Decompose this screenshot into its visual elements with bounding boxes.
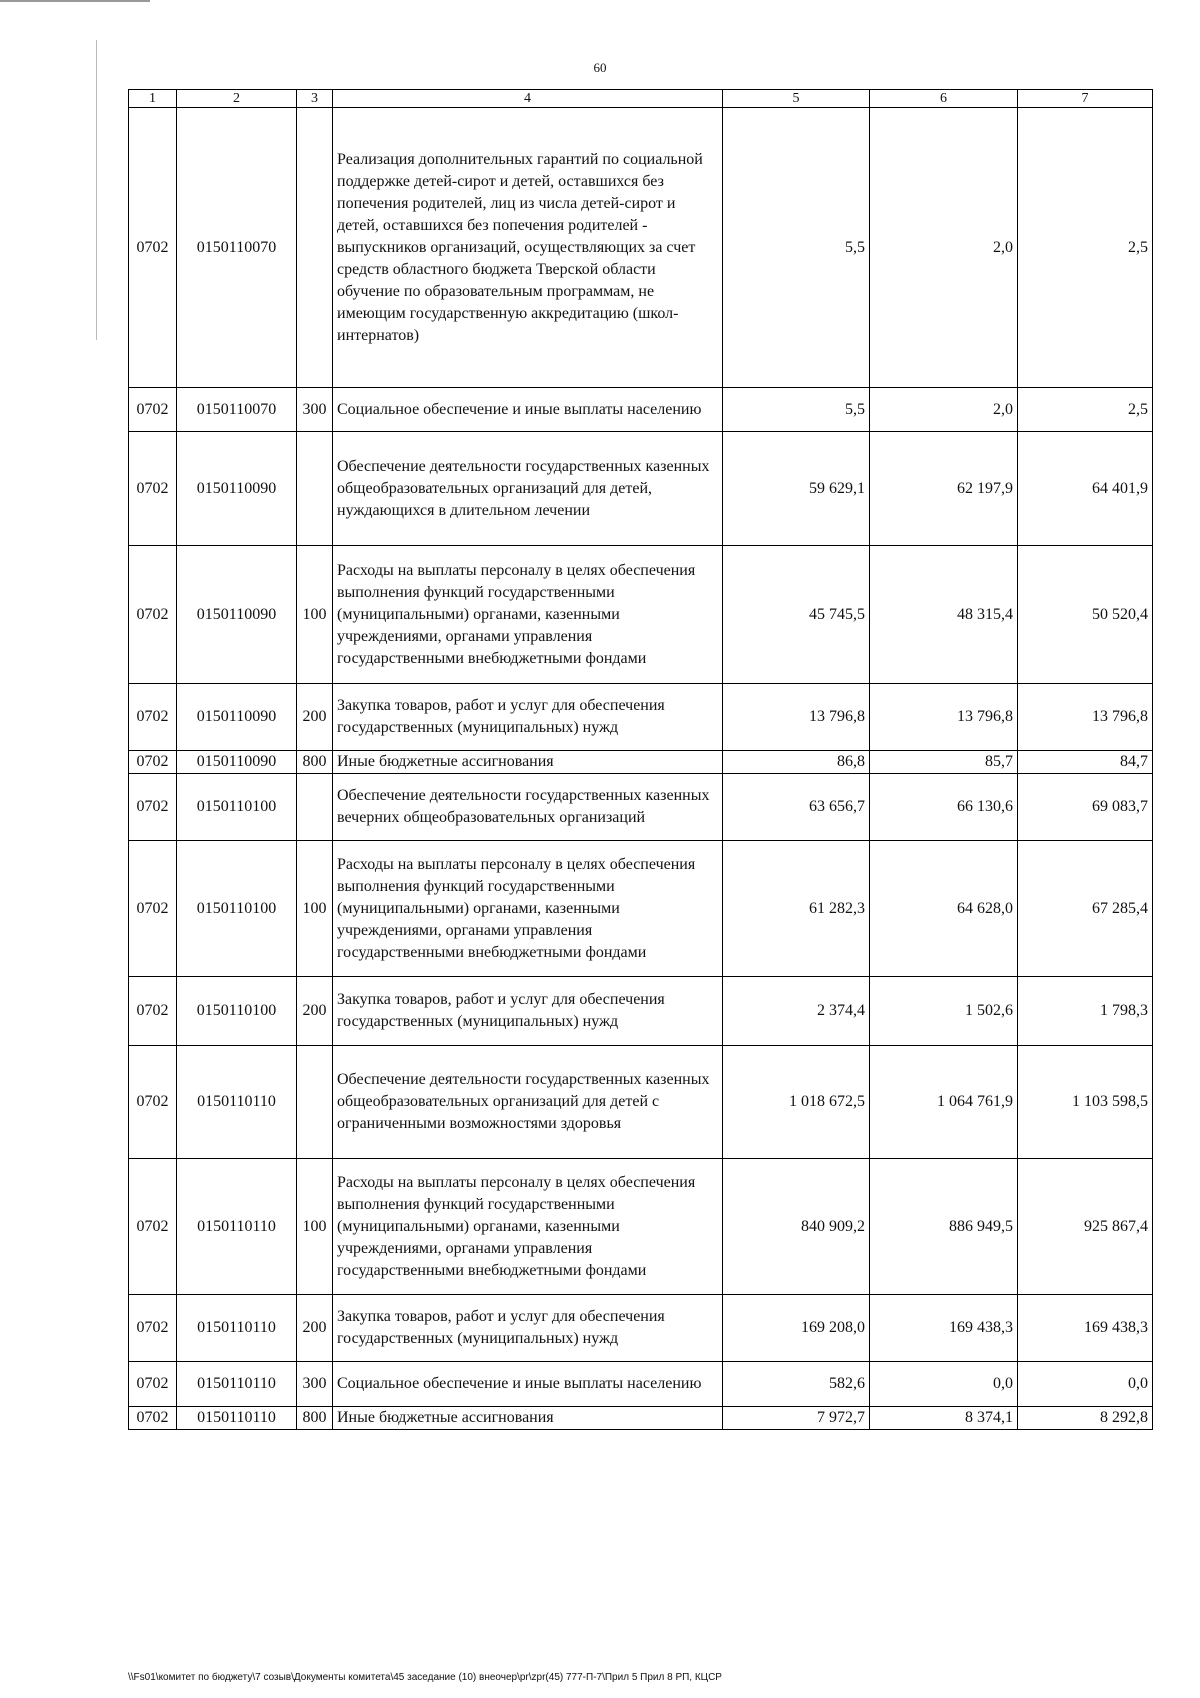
year2-amount-cell: 0,0	[870, 1362, 1018, 1407]
item-name-cell: Расходы на выплаты персоналу в целях обеспечения выполнения функций государственными (муниципальными) органами, казенными учреждениями, органами управления государственными внебюджетными фондами	[333, 841, 723, 977]
target-article-cell: 0150110110	[177, 1362, 297, 1407]
year1-amount-cell: 7 972,7	[723, 1407, 870, 1430]
item-name-cell: Расходы на выплаты персоналу в целях обеспечения выполнения функций государственными (муниципальными) органами, казенными учреждениями, органами управления государственными внебюджетными фондами	[333, 1159, 723, 1295]
section-cell: 0702	[129, 1407, 177, 1430]
year2-amount-cell: 85,7	[870, 751, 1018, 774]
target-article-cell: 0150110070	[177, 388, 297, 432]
table-row	[129, 1159, 1153, 1295]
footer-file-path: \\Fs01\комитет по бюджету\7 созыв\Документы комитета\45 заседание (10) внеочер\pr\zpr(45) 777-П-7\Прил 5 Прил 8 РП, КЦСР	[128, 1672, 722, 1683]
section-cell: 0702	[129, 684, 177, 751]
section-cell: 0702	[129, 977, 177, 1046]
year3-amount-cell: 64 401,9	[1018, 432, 1153, 546]
expense-type-cell	[297, 1046, 333, 1159]
scan-artifact-line	[0, 0, 150, 2]
expense-type-cell	[297, 108, 333, 388]
expense-type-cell: 200	[297, 1295, 333, 1362]
table-row	[129, 751, 1153, 774]
year2-amount-cell: 66 130,6	[870, 774, 1018, 841]
target-article-cell: 0150110110	[177, 1407, 297, 1430]
item-name-cell: Социальное обеспечение и иные выплаты населению	[333, 388, 723, 432]
section-cell: 0702	[129, 774, 177, 841]
target-article-cell: 0150110090	[177, 432, 297, 546]
section-cell: 0702	[129, 1295, 177, 1362]
table-row	[129, 108, 1153, 388]
year1-amount-cell: 63 656,7	[723, 774, 870, 841]
year1-amount-cell: 45 745,5	[723, 546, 870, 684]
item-name-cell: Закупка товаров, работ и услуг для обеспечения государственных (муниципальных) нужд	[333, 977, 723, 1046]
year3-amount-cell: 2,5	[1018, 108, 1153, 388]
item-name-cell: Иные бюджетные ассигнования	[333, 751, 723, 774]
item-name-cell: Социальное обеспечение и иные выплаты населению	[333, 1362, 723, 1407]
table-row	[129, 388, 1153, 432]
expense-type-cell: 100	[297, 1159, 333, 1295]
year3-amount-cell: 169 438,3	[1018, 1295, 1153, 1362]
expense-type-cell	[297, 774, 333, 841]
year2-amount-cell: 2,0	[870, 108, 1018, 388]
year2-amount-cell: 62 197,9	[870, 432, 1018, 546]
section-cell: 0702	[129, 751, 177, 774]
year2-amount-cell: 1 064 761,9	[870, 1046, 1018, 1159]
item-name-cell: Закупка товаров, работ и услуг для обеспечения государственных (муниципальных) нужд	[333, 1295, 723, 1362]
year1-amount-cell: 582,6	[723, 1362, 870, 1407]
section-cell: 0702	[129, 841, 177, 977]
target-article-cell: 0150110090	[177, 684, 297, 751]
year3-amount-cell: 0,0	[1018, 1362, 1153, 1407]
year3-amount-cell: 8 292,8	[1018, 1407, 1153, 1430]
table-row	[129, 1046, 1153, 1159]
year3-amount-cell: 2,5	[1018, 388, 1153, 432]
expense-type-cell: 300	[297, 388, 333, 432]
item-name-cell: Обеспечение деятельности государственных казенных общеобразовательных организаций для детей с ограниченными возможностями здоровья	[333, 1046, 723, 1159]
year3-amount-cell: 925 867,4	[1018, 1159, 1153, 1295]
scan-artifact-line	[96, 40, 97, 340]
column-header: 1	[129, 90, 177, 108]
year2-amount-cell: 48 315,4	[870, 546, 1018, 684]
section-cell: 0702	[129, 108, 177, 388]
target-article-cell: 0150110090	[177, 546, 297, 684]
expense-type-cell: 300	[297, 1362, 333, 1407]
item-name-cell: Реализация дополнительных гарантий по социальной поддержке детей-сирот и детей, оставшихся без попечения родителей, лиц из числа детей-сирот и детей, оставшихся без попечения родителей - выпускников организаций, осуществляющих за счет средств областного бюджета Тверской области обучение по образовательным программам, не имеющим государственную аккредитацию (школ-интернатов)	[333, 108, 723, 388]
expense-type-cell	[297, 432, 333, 546]
year1-amount-cell: 169 208,0	[723, 1295, 870, 1362]
expense-type-cell: 100	[297, 546, 333, 684]
table-row	[129, 841, 1153, 977]
section-cell: 0702	[129, 1046, 177, 1159]
table-row	[129, 1407, 1153, 1430]
year2-amount-cell: 8 374,1	[870, 1407, 1018, 1430]
expense-type-cell: 100	[297, 841, 333, 977]
year3-amount-cell: 1 103 598,5	[1018, 1046, 1153, 1159]
column-header: 3	[297, 90, 333, 108]
year3-amount-cell: 69 083,7	[1018, 774, 1153, 841]
year3-amount-cell: 84,7	[1018, 751, 1153, 774]
section-cell: 0702	[129, 432, 177, 546]
section-cell: 0702	[129, 1159, 177, 1295]
section-cell: 0702	[129, 388, 177, 432]
column-header: 7	[1018, 90, 1153, 108]
page-number: 60	[593, 60, 607, 75]
column-number-row	[129, 90, 1153, 108]
table-row	[129, 774, 1153, 841]
target-article-cell: 0150110100	[177, 977, 297, 1046]
year1-amount-cell: 5,5	[723, 108, 870, 388]
expense-type-cell: 800	[297, 1407, 333, 1430]
table-row	[129, 1295, 1153, 1362]
year3-amount-cell: 67 285,4	[1018, 841, 1153, 977]
year2-amount-cell: 2,0	[870, 388, 1018, 432]
table-row	[129, 684, 1153, 751]
target-article-cell: 0150110090	[177, 751, 297, 774]
column-header: 6	[870, 90, 1018, 108]
target-article-cell: 0150110110	[177, 1159, 297, 1295]
year2-amount-cell: 169 438,3	[870, 1295, 1018, 1362]
target-article-cell: 0150110100	[177, 774, 297, 841]
year2-amount-cell: 13 796,8	[870, 684, 1018, 751]
year1-amount-cell: 840 909,2	[723, 1159, 870, 1295]
year3-amount-cell: 13 796,8	[1018, 684, 1153, 751]
budget-table	[128, 89, 1153, 1430]
year1-amount-cell: 13 796,8	[723, 684, 870, 751]
item-name-cell: Обеспечение деятельности государственных казенных общеобразовательных организаций для детей, нуждающихся в длительном лечении	[333, 432, 723, 546]
item-name-cell: Расходы на выплаты персоналу в целях обеспечения выполнения функций государственными (муниципальными) органами, казенными учреждениями, органами управления государственными внебюджетными фондами	[333, 546, 723, 684]
year1-amount-cell: 5,5	[723, 388, 870, 432]
table-row	[129, 1362, 1153, 1407]
target-article-cell: 0150110100	[177, 841, 297, 977]
year2-amount-cell: 886 949,5	[870, 1159, 1018, 1295]
column-header: 4	[333, 90, 723, 108]
year2-amount-cell: 64 628,0	[870, 841, 1018, 977]
table-row	[129, 432, 1153, 546]
table-row	[129, 977, 1153, 1046]
section-cell: 0702	[129, 1362, 177, 1407]
year1-amount-cell: 1 018 672,5	[723, 1046, 870, 1159]
year1-amount-cell: 61 282,3	[723, 841, 870, 977]
target-article-cell: 0150110070	[177, 108, 297, 388]
year3-amount-cell: 50 520,4	[1018, 546, 1153, 684]
column-header: 5	[723, 90, 870, 108]
item-name-cell: Обеспечение деятельности государственных казенных вечерних общеобразовательных организаций	[333, 774, 723, 841]
year1-amount-cell: 86,8	[723, 751, 870, 774]
expense-type-cell: 200	[297, 977, 333, 1046]
year2-amount-cell: 1 502,6	[870, 977, 1018, 1046]
year3-amount-cell: 1 798,3	[1018, 977, 1153, 1046]
column-header: 2	[177, 90, 297, 108]
year1-amount-cell: 2 374,4	[723, 977, 870, 1046]
year1-amount-cell: 59 629,1	[723, 432, 870, 546]
expense-type-cell: 200	[297, 684, 333, 751]
section-cell: 0702	[129, 546, 177, 684]
target-article-cell: 0150110110	[177, 1295, 297, 1362]
item-name-cell: Иные бюджетные ассигнования	[333, 1407, 723, 1430]
target-article-cell: 0150110110	[177, 1046, 297, 1159]
table-row	[129, 546, 1153, 684]
item-name-cell: Закупка товаров, работ и услуг для обеспечения государственных (муниципальных) нужд	[333, 684, 723, 751]
expense-type-cell: 800	[297, 751, 333, 774]
